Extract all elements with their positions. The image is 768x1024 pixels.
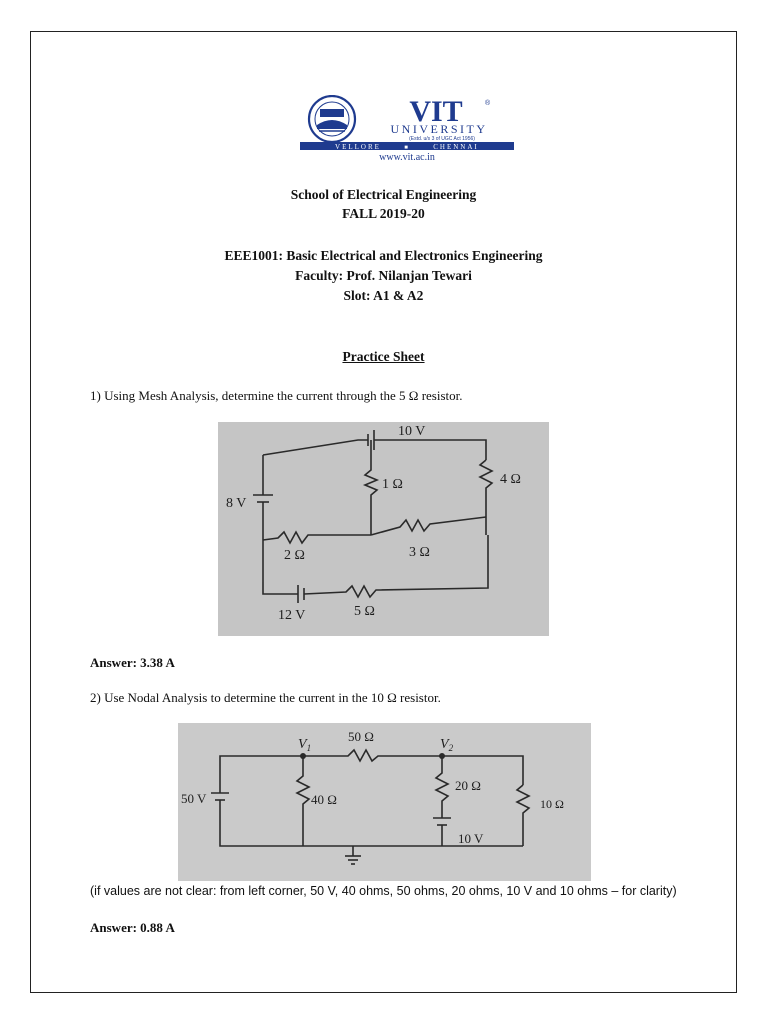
q2-node1: V <box>298 737 307 752</box>
logo-website: www.vit.ac.in <box>379 152 435 163</box>
q2-node2-sub: 2 <box>448 743 454 753</box>
answer-2: Answer: 0.88 A <box>90 920 175 935</box>
q1-label-1ohm: 1 Ω <box>382 477 403 492</box>
answer-1: Answer: 3.38 A <box>90 655 175 670</box>
q1-label-2ohm: 2 Ω <box>284 548 305 563</box>
q1-label-12v: 12 V <box>278 608 306 623</box>
q2-label-50ohm: 50 Ω <box>348 729 374 744</box>
semester: FALL 2019-20 <box>342 206 425 221</box>
school-name: School of Electrical Engineering <box>290 187 477 202</box>
q2-label-40ohm: 40 Ω <box>311 792 337 807</box>
question-2-text: 2) Use Nodal Analysis to determine the current in the 10 Ω resistor. <box>90 690 441 705</box>
q1-label-8v: 8 V <box>226 496 247 511</box>
faculty: Faculty: Prof. Nilanjan Tewari <box>295 268 472 283</box>
q1-label-10v: 10 V <box>398 424 426 439</box>
nodal-circuit-image <box>178 723 591 881</box>
sheet-title: Practice Sheet <box>342 349 425 364</box>
q2-label-10ohm: 10 Ω <box>540 797 564 811</box>
course-title: EEE1001: Basic Electrical and Electronics Engineering <box>224 248 543 263</box>
mesh-circuit-image <box>218 422 549 636</box>
q2-node1-sub: 1 <box>306 743 312 753</box>
logo-university: UNIVERSITY <box>390 122 488 136</box>
logo-campus-right: CHENNAI <box>433 143 479 151</box>
q2-label-20ohm: 20 Ω <box>455 778 481 793</box>
question-2-note: (if values are not clear: from left corner, 50 V, 40 ohms, 50 ohms, 20 ohms, 10 V and 10 ohms – for clarity) <box>90 884 677 898</box>
question-1-text: 1) Using Mesh Analysis, determine the current through the 5 Ω resistor. <box>90 388 463 403</box>
q2-label-50v: 50 V <box>181 791 207 806</box>
q1-label-4ohm: 4 Ω <box>500 472 521 487</box>
vit-logo <box>296 95 518 163</box>
q1-label-3ohm: 3 Ω <box>409 545 430 560</box>
q1-label-5ohm: 5 Ω <box>354 604 375 619</box>
logo-registered: ® <box>485 100 491 107</box>
slot: Slot: A1 & A2 <box>343 288 424 303</box>
logo-campus-left: VELLORE <box>335 143 381 151</box>
logo-campus-sep: ■ <box>404 145 408 151</box>
q2-label-10v: 10 V <box>458 831 484 846</box>
logo-brand: VIT <box>409 95 463 128</box>
logo-established: (Estd. u/s 3 of UGC Act 1956) <box>409 136 475 142</box>
university-seal-icon <box>309 96 355 142</box>
q2-node2: V <box>440 737 449 752</box>
